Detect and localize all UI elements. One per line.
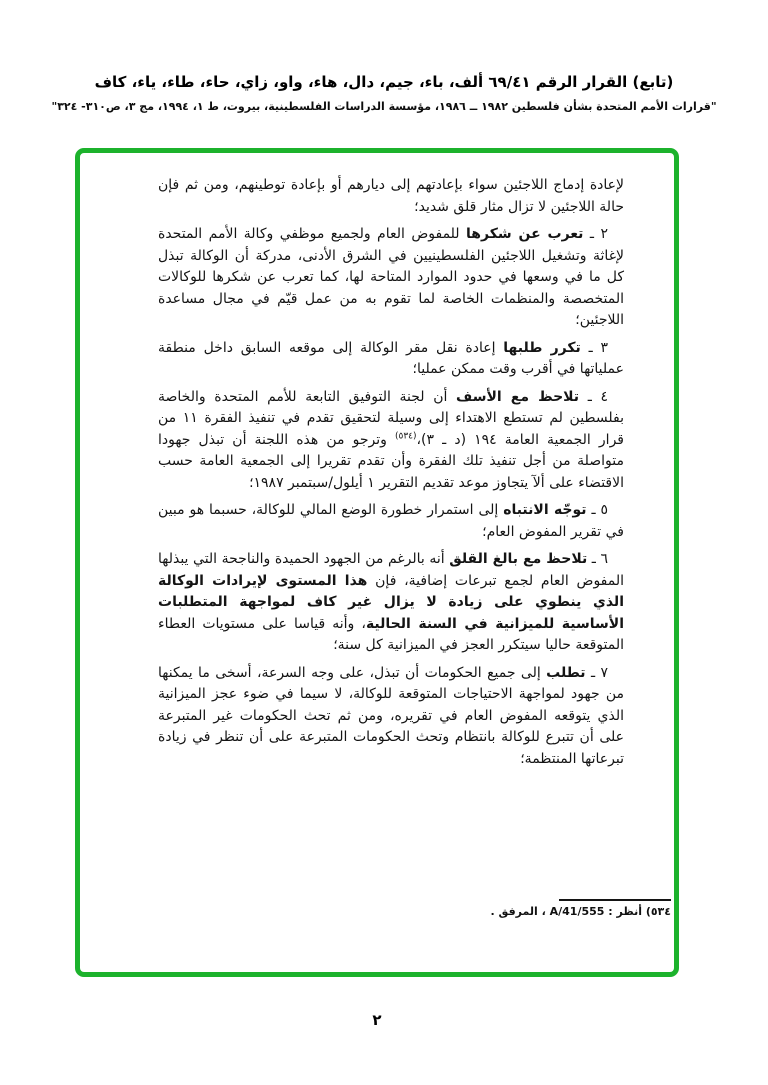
text-segment: .	[490, 905, 499, 918]
page-header	[0, 70, 768, 115]
footnote-text	[490, 905, 671, 919]
footnote-separator	[559, 899, 671, 901]
text-segment: ٤ ـ	[579, 388, 608, 405]
text-segment: تطلب	[546, 664, 586, 681]
text-segment: ٢ ـ	[583, 226, 608, 242]
text-segment: تكرر طلبها	[503, 339, 581, 356]
text-segment: إلى جميع الحكومات أن تبذل، على وجه السرعة، أسخى ما يمكنها من جهود لمواجهة الاحتياجات المتوقعة للوكالة، لا سيما في ضوء عجز الميزانية الذي يتوقعه المفوض العام في تقريره، ومن ثم تحث الحكومات غير المتبرعة على أن تتبرع للوكالة بانتظام وتحث الحكومات المتبرعة على أن تنظر في زيادة تبرعاتها المنتظمة؛	[158, 664, 624, 767]
text-segment: توجّه الانتباه	[503, 502, 587, 518]
paragraph	[158, 549, 624, 657]
text-segment: إلى استمرار خطورة الوضع المالي للوكالة، حسبما هو مبين في تقرير المفوض العام؛	[158, 502, 624, 540]
text-segment: للمفوض العام ولجميع موظفي وكالة الأمم المتحدة لإغاثة وتشغيل اللاجئين الفلسطينيين في الشرق الأدنى، مدركة أن الوكالة تبذل كل ما في وسعها في حدود الموارد المتاحة لها، كما تعرب عن شكرها للوكالات المتخصصة والمنظمات الخاصة لما تقوم به من عمل قيّم في مجال مساعدة اللاجئين؛	[158, 226, 624, 328]
text-segment: ٥ ـ	[586, 502, 608, 518]
text-segment: لإعادة إدماج اللاجئين سواء بإعادتهم إلى ديارهم أو بإعادة توطينهم، ومن ثم فإن حالة اللاجئين لا تزال مثار قلق شديد؛	[158, 177, 624, 215]
paragraph	[158, 387, 624, 495]
paragraph	[158, 224, 624, 332]
text-segment: أن لجنة التوفيق التابعة للأمم المتحدة والخاصة بفلسطين لم تستطع الاهتداء إلى وسيلة لتحقيق تقدم في تنفيذ الفقرة ١١ من قرار الجمعية العامة ١٩٤ (د ـ ٣)،	[158, 388, 624, 448]
text-segment: : A/41/555 ،	[537, 905, 617, 918]
resolution-text-panel	[75, 148, 679, 977]
text-segment: ٣ ـ	[580, 339, 608, 356]
page-title: (تابع) القرار الرقم ٦٩/٤١ ألف، باء، جيم، دال، هاء، واو، زاي، حاء، طاء، ياء، كاف	[94, 73, 674, 91]
text-segment: أنه بالرغم من الجهود الحميدة والناجحة التي يبذلها المفوض العام لجمع تبرعات إضافية، فإن	[158, 551, 625, 589]
text-segment: إعادة نقل مقر الوكالة إلى موقعه السابق داخل منطقة عملياتها في أقرب وقت ممكن عمليا؛	[158, 339, 624, 377]
resolution-paragraphs	[80, 153, 674, 776]
text-segment: هذا المستوى لإيرادات الوكالة الذي ينطوي على زيادة لا يزال غير كاف لمواجهة المتطلبات الأساسية للميزانية في السنة الحالية	[158, 572, 624, 632]
text-segment: المرفق	[498, 905, 538, 918]
text-segment: ٧ ـ	[585, 664, 608, 681]
text-segment: ، وأنه قياسا على مستويات العطاء المتوقعة حاليا سيتكرر العجز في الميزانية كل سنة؛	[158, 615, 624, 653]
text-segment: ٦ ـ	[587, 551, 608, 567]
text-segment: تلاحظ مع بالغ القلق	[449, 551, 588, 567]
text-segment: أنظر	[616, 905, 642, 918]
page-number: ٢	[372, 1011, 382, 1029]
text-segment: تعرب عن شكرها	[466, 226, 584, 242]
source-citation: "قرارات الأمم المتحدة بشأن فلسطين ١٩٨٢ ــ ١٩٨٦، مؤسسة الدراسات الفلسطينية، بيروت، ط ١، ١٩٩٤، مج ٣، ص٣١٠- ٣٢٤"	[51, 100, 717, 113]
paragraph	[158, 500, 624, 543]
text-segment: وترجو من هذه اللجنة أن تبذل جهودا متواصلة من أجل تنفيذ تلك الفقرة وأن تقدم تقريرا إلى الجمعية العامة حسب الاقتضاء على ألآ يتجاوز موعد تقديم التقرير ١ أيلول/سبتمبر ١٩٨٧؛	[158, 431, 624, 491]
footnote	[490, 899, 671, 919]
text-segment: (٥٣٤)	[394, 430, 417, 441]
text-segment: تلاحظ مع الأسف	[456, 388, 580, 405]
paragraph	[158, 663, 624, 771]
paragraph	[158, 338, 624, 381]
paragraph	[158, 175, 624, 218]
text-segment: ٥٣٤)	[641, 905, 671, 918]
